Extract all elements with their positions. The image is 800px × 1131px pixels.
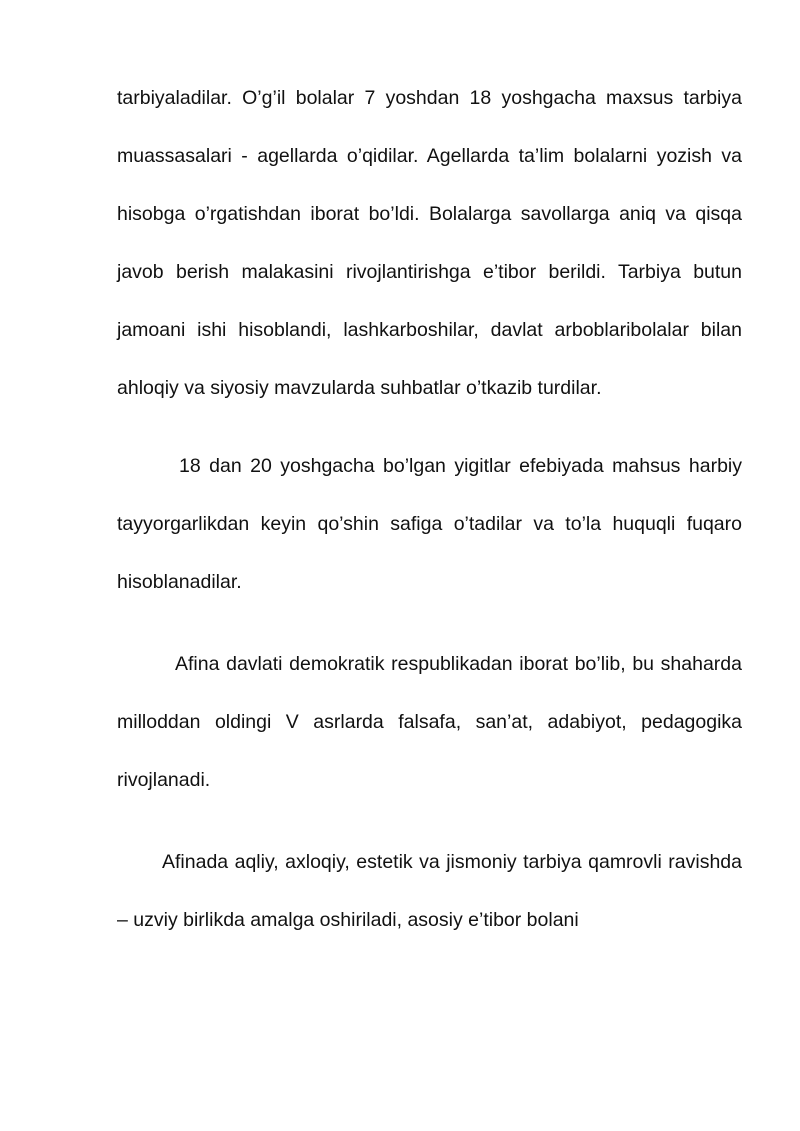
paragraph-4: Afinada aqliy, axloqiy, estetik va jismoniy tarbiya qamrovli ravishda – uzviy birlikda amalga oshiriladi, asosiy e’tibor bolani	[117, 851, 742, 931]
paragraph-1: tarbiyaladilar. O’g’il bolalar 7 yoshdan 18 yoshgacha maxsus tarbiya muassasalari - agellarda o’qidilar. Agellarda ta’lim bolalarni yozish va hisobga o’rgatishdan iborat bo’ldi. Bolalarga savollarga aniq va qisqa javob berish malakasini rivojlantirishga e’tibor berildi. Tarbiya butun jamoani ishi hisoblandi, lashkarboshilar, davlat arboblaribolalar bilan ahloqiy va siyosiy mavzularda suhbatlar o’tkazib turdilar.	[117, 87, 742, 399]
paragraph-3: Afina davlati demokratik respublikadan iborat bo’lib, bu shaharda milloddan oldingi V asrlarda falsafa, san’at, adabiyot, pedagogika rivojlanadi.	[117, 653, 742, 791]
paragraph-2: 18 dan 20 yoshgacha bo’lgan yigitlar efebiyada mahsus harbiy tayyorgarlikdan keyin qo’shin safiga o’tadilar va to’la huquqli fuqaro hisoblanadilar.	[117, 455, 742, 593]
document-body	[117, 69, 742, 973]
